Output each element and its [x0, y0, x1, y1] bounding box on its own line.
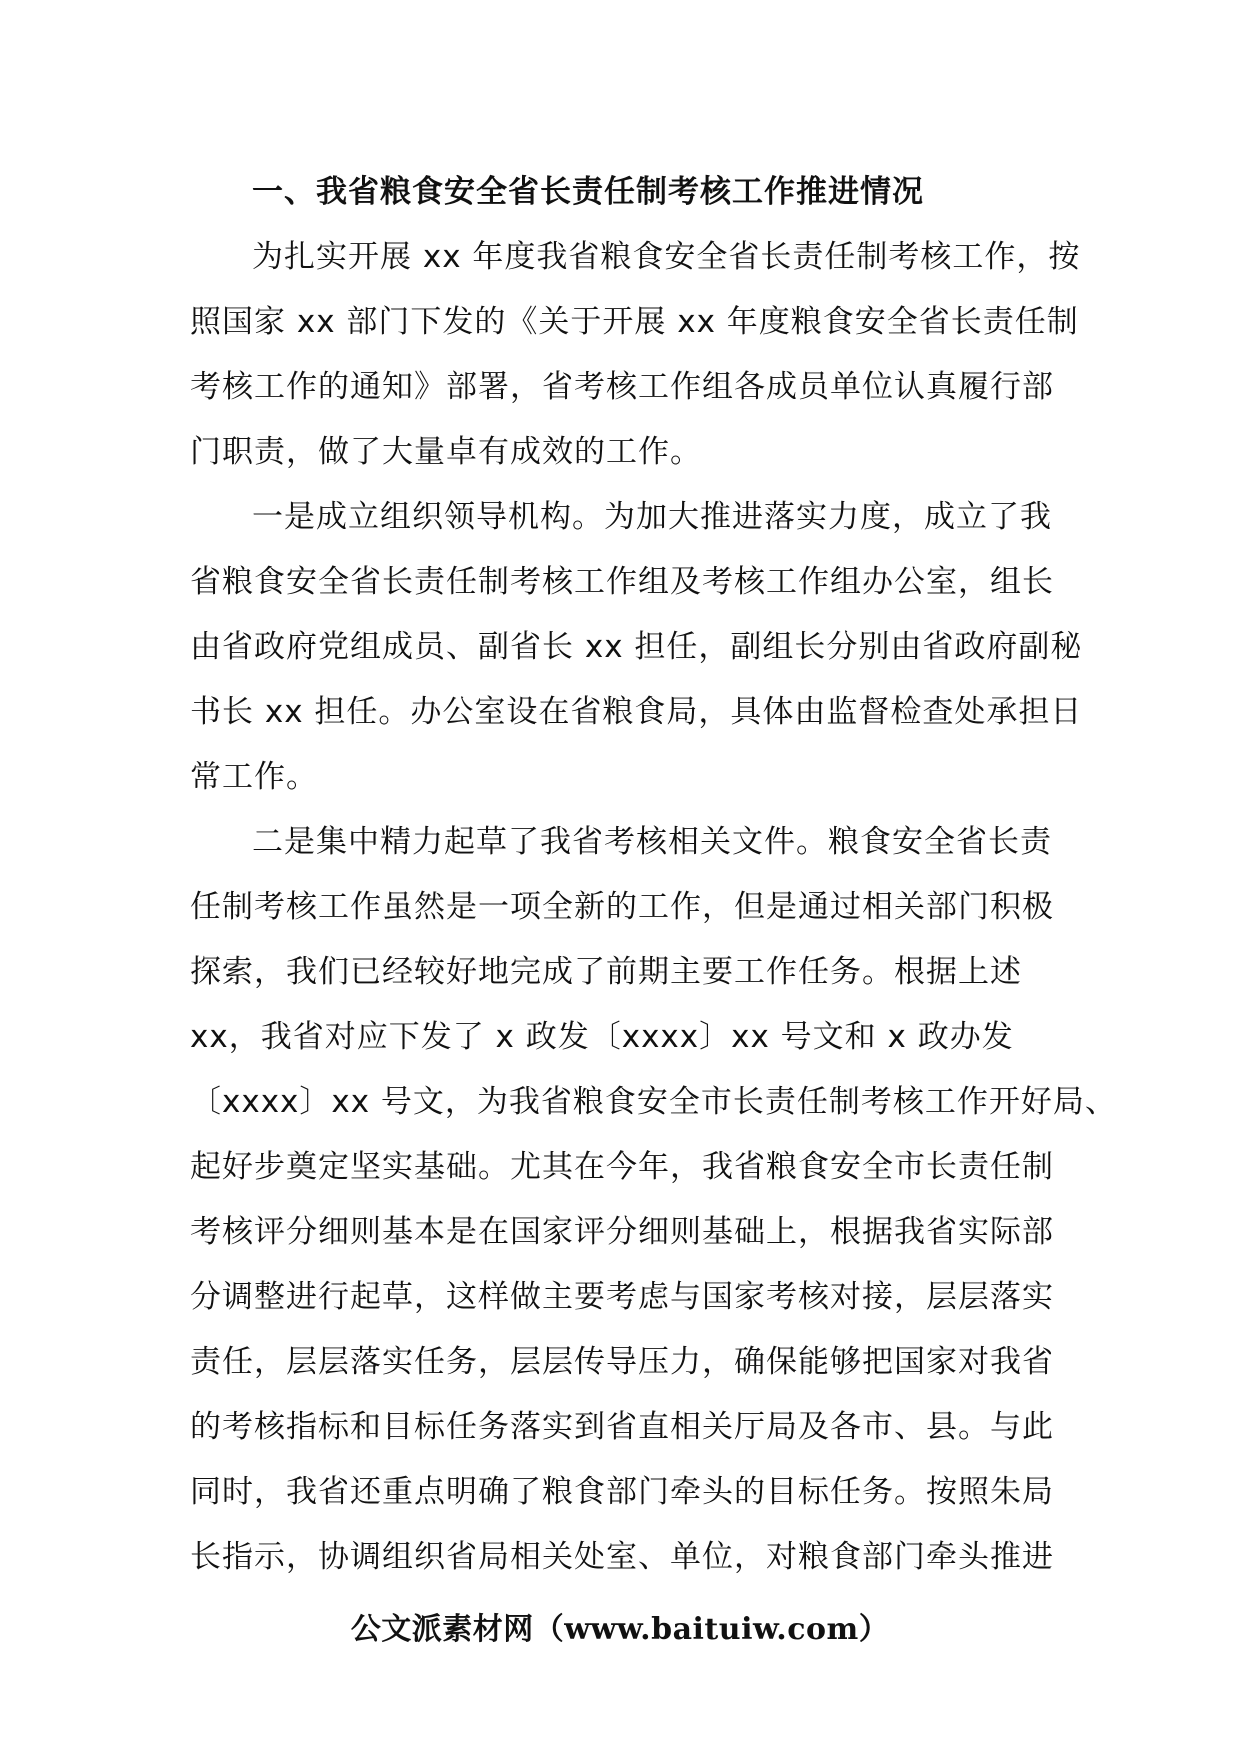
paragraph-3-line-5: 〔xxxx〕xx 号文，为我省粮食安全市长责任制考核工作开好局、: [190, 1084, 1117, 1120]
paragraph-2-line-2: 省粮食安全省长责任制考核工作组及考核工作组办公室，组长: [190, 564, 1054, 600]
paragraph-3-line-1: 二是集中精力起草了我省考核相关文件。粮食安全省长责: [252, 824, 1052, 860]
paragraph-3-line-3: 探索，我们已经较好地完成了前期主要工作任务。根据上述: [190, 954, 1022, 990]
paragraph-2-line-3: 由省政府党组成员、副省长 xx 担任，副组长分别由省政府副秘: [190, 629, 1083, 665]
paragraph-3-line-11: 同时，我省还重点明确了粮食部门牵头的目标任务。按照朱局: [190, 1474, 1054, 1510]
paragraph-3-line-6: 起好步奠定坚实基础。尤其在今年，我省粮食安全市长责任制: [190, 1149, 1054, 1185]
paragraph-1-line-2: 照国家 xx 部门下发的《关于开展 xx 年度粮食安全省长责任制: [190, 304, 1079, 340]
paragraph-3-line-8: 分调整进行起草，这样做主要考虑与国家考核对接，层层落实: [190, 1279, 1054, 1315]
section-heading: 一、我省粮食安全省长责任制考核工作推进情况: [252, 174, 924, 210]
paragraph-3-line-9: 责任，层层落实任务，层层传导压力，确保能够把国家对我省: [190, 1344, 1054, 1380]
paragraph-2-line-1: 一是成立组织领导机构。为加大推进落实力度，成立了我: [252, 499, 1052, 535]
paragraph-1-line-4: 门职责，做了大量卓有成效的工作。: [190, 434, 702, 470]
paragraph-3-line-2: 任制考核工作虽然是一项全新的工作，但是通过相关部门积极: [190, 889, 1054, 925]
paragraph-3-line-7: 考核评分细则基本是在国家评分细则基础上，根据我省实际部: [190, 1214, 1054, 1250]
paragraph-3-line-12: 长指示，协调组织省局相关处室、单位，对粮食部门牵头推进: [190, 1539, 1054, 1575]
footer-watermark-text: 公文派素材网（www.baituiw.com）: [350, 1612, 890, 1647]
paragraph-1-line-1: 为扎实开展 xx 年度我省粮食安全省长责任制考核工作，按: [252, 239, 1081, 275]
paragraph-3-line-4: xx，我省对应下发了 x 政发〔xxxx〕xx 号文和 x 政办发: [190, 1019, 1014, 1055]
paragraph-3-line-10: 的考核指标和目标任务落实到省直相关厅局及各市、县。与此: [190, 1409, 1054, 1445]
paragraph-1-line-3: 考核工作的通知》部署，省考核工作组各成员单位认真履行部: [190, 369, 1054, 405]
paragraph-2-line-4: 书长 xx 担任。办公室设在省粮食局，具体由监督检查处承担日: [190, 694, 1083, 730]
paragraph-2-line-5: 常工作。: [190, 759, 318, 795]
